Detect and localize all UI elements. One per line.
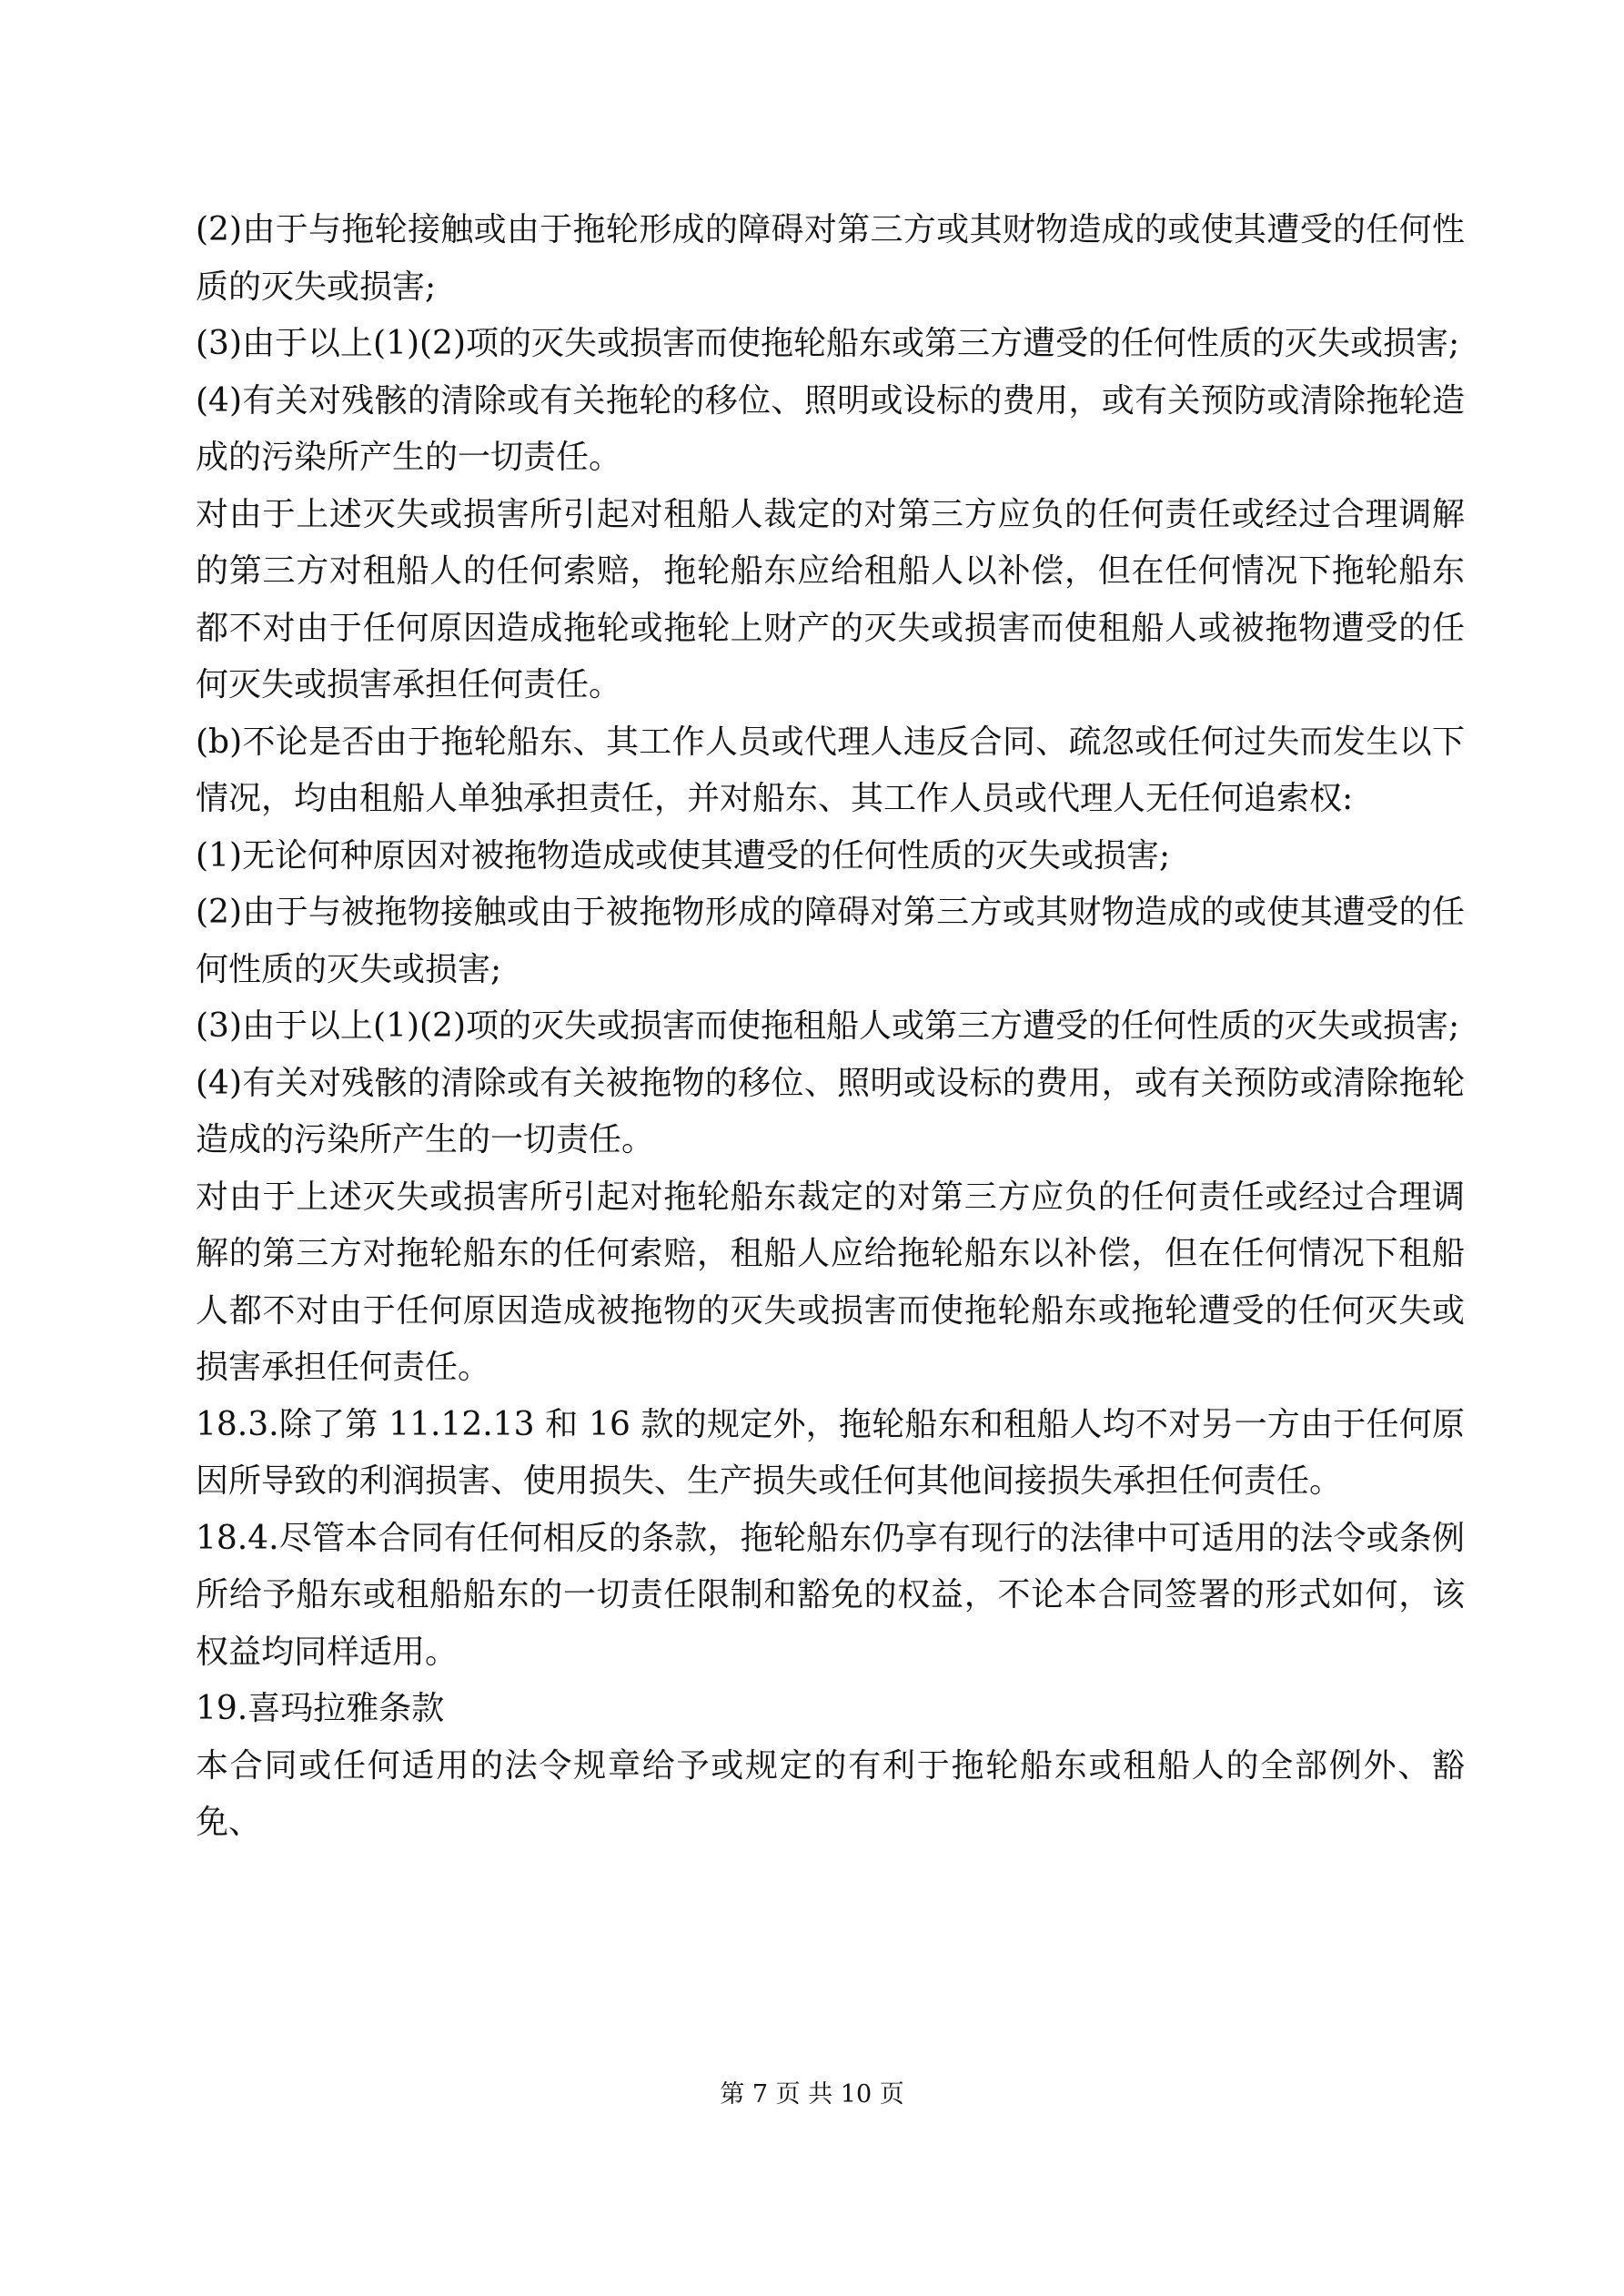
paragraph-item-3-liability: (3)由于以上(1)(2)项的灭失或损害而使拖轮船东或第三方遭受的任何性质的灭失或损害; bbox=[196, 325, 1460, 362]
paragraph-item-2-liability: (2)由于与拖轮接触或由于拖轮形成的障碍对第三方或其财物造成的或使其遭受的任何性质的灭失或损害; bbox=[196, 211, 1465, 306]
paragraph-clause-18-4: 18.4.尽管本合同有任何相反的条款，拖轮船东仍享有现行的法律中可适用的法令或条例所给予船东或租船船东的一切责任限制和豁免的权益，不论本合同签署的形式如何，该权益均同样适用。 bbox=[196, 1519, 1465, 1671]
page-body bbox=[196, 202, 1465, 1852]
paragraph-b-item-4: (4)有关对残骸的清除或有关被拖物的移位、照明或设标的费用，或有关预防或清除拖轮造成的污染所产生的一切责任。 bbox=[196, 1064, 1465, 1158]
paragraph-clause-19-text: 本合同或任何适用的法令规章给予或规定的有利于拖轮船东或租船人的全部例外、豁免、 bbox=[196, 1746, 1465, 1841]
paragraph-b-item-2: (2)由于与被拖物接触或由于被拖物形成的障碍对第三方或其财物造成的或使其遭受的任何性质的灭失或损害; bbox=[196, 894, 1465, 988]
paragraph-charterer-indemnity: 对由于上述灭失或损害所引起对拖轮船东裁定的对第三方应负的任何责任或经过合理调解的第三方对拖轮船东的任何索赔，租船人应给拖轮船东以补偿，但在任何情况下租船人都不对由于任何原因造成被拖物的灭失或损害而使拖轮船东或拖轮遭受的任何灭失或损害承担任何责任。 bbox=[196, 1178, 1465, 1386]
paragraph-clause-18-3: 18.3.除了第 11.12.13 和 16 款的规定外，拖轮船东和租船人均不对另一方由于任何原因所导致的利润损害、使用损失、生产损失或任何其他间接损失承担任何责任。 bbox=[196, 1405, 1465, 1500]
paragraph-b-item-1: (1)无论何种原因对被拖物造成或使其遭受的任何性质的灭失或损害; bbox=[196, 836, 1171, 875]
page-number-footer: 第 7 页 共 10 页 bbox=[720, 2080, 904, 2109]
paragraph-owner-indemnity: 对由于上述灭失或损害所引起对租船人裁定的对第三方应负的任何责任或经过合理调解的第三方对租船人的任何索赔，拖轮船东应给租船人以补偿，但在任何情况下拖轮船东都不对由于任何原因造成拖轮或拖轮上财产的灭失或损害而使租船人或被拖物遭受的任何灭失或损害承担任何责任。 bbox=[196, 495, 1465, 703]
section-heading-19: 19.喜玛拉雅条款 bbox=[196, 1690, 445, 1727]
paragraph-b-item-3: (3)由于以上(1)(2)项的灭失或损害而使拖租船人或第三方遭受的任何性质的灭失或损害; bbox=[196, 1007, 1460, 1045]
paragraph-clause-b: (b)不论是否由于拖轮船东、其工作人员或代理人违反合同、疏忽或任何过失而发生以下情况，均由租船人单独承担责任，并对船东、其工作人员或代理人无任何追索权: bbox=[196, 723, 1465, 817]
paragraph-item-4-wreck-removal: (4)有关对残骸的清除或有关拖轮的移位、照明或设标的费用，或有关预防或清除拖轮造成的污染所产生的一切责任。 bbox=[196, 381, 1465, 476]
